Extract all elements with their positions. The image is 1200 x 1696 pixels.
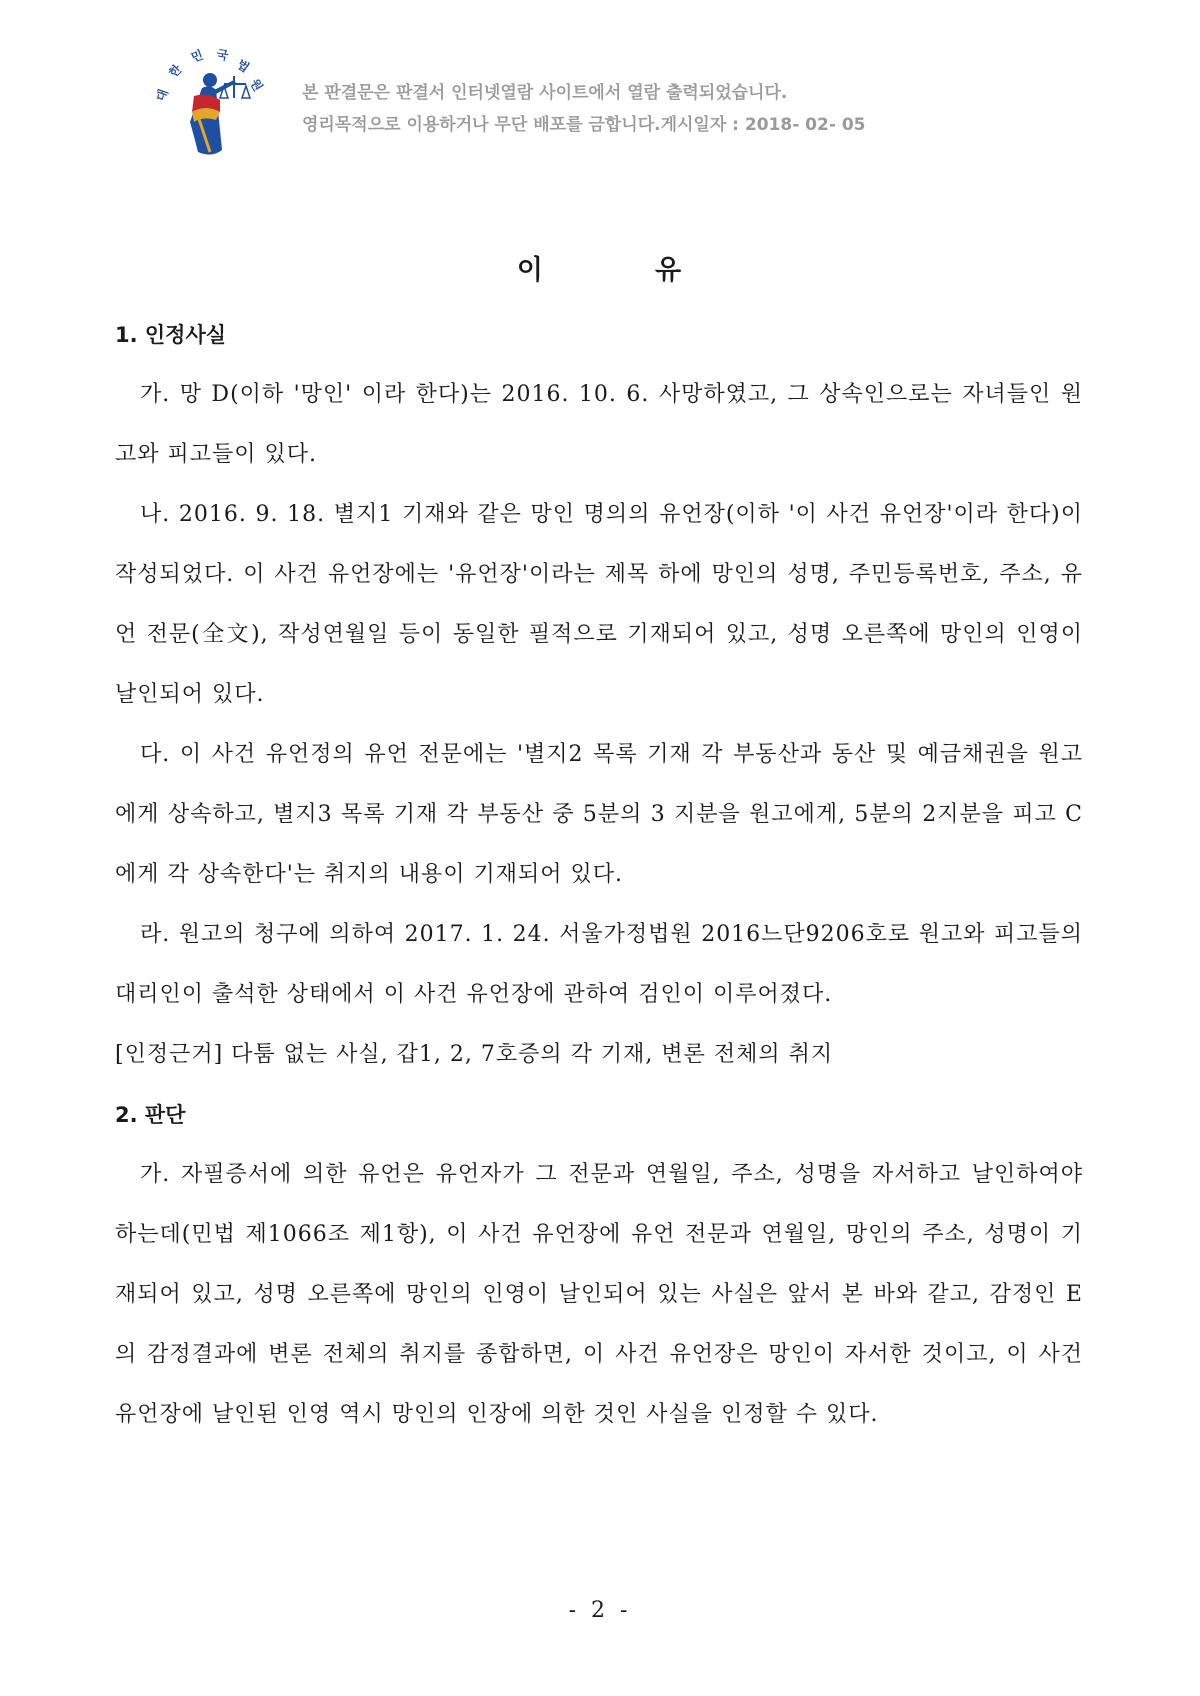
svg-text:한: 한 bbox=[166, 62, 185, 81]
page-number: - 2 - bbox=[568, 1598, 632, 1623]
notice-line-1: 본 판결문은 판결서 인터넷열람 사이트에서 열람 출력되었습니다. bbox=[302, 83, 788, 103]
court-logo bbox=[150, 40, 275, 165]
svg-text:법: 법 bbox=[234, 56, 252, 76]
document-body bbox=[115, 305, 1083, 1445]
paragraph-2-ga: 가. 자필증서에 의한 유언은 유언자가 그 전문과 연월일, 주소, 성명을 자서하고 날인하여야 하는데(민법 제1066조 제1항), 이 사건 유언장에 유언 전문과 연월일, 망인의 주소, 성명이 기재되어 있고, 성명 오른쪽에 망인의 인영이 날인되어 있는 사실은 앞서 본 바와 같고, 감정인 E의 감정결과에 변론 전체의 취지를 종합하면, 이 사건 유언장은 망인이 자서한 것이고, 이 사건 유언장에 날인된 인영 역시 망인의 인장에 의한 것인 사실을 인정할 수 있다. bbox=[115, 1162, 1083, 1427]
section-heading-2: 2. 판단 bbox=[115, 1103, 186, 1127]
svg-text:대: 대 bbox=[153, 87, 171, 104]
svg-text:국: 국 bbox=[215, 47, 230, 63]
paragraph-1-ga: 가. 망 D(이하 '망인' 이라 한다)는 2016. 10. 6. 사망하였고, 그 상속인으로는 자녀들인 원고와 피고들이 있다. bbox=[115, 382, 1083, 467]
section-heading-1: 1. 인정사실 bbox=[115, 323, 227, 347]
paragraph-1-da: 다. 이 사건 유언정의 유언 전문에는 '별지2 목록 기재 각 부동산과 동산 및 예금채권을 원고에게 상속하고, 별지3 목록 기재 각 부동산 중 5분의 3 지분을 원고에게, 5분의 2지분을 피고 C에게 각 상속한다'는 취지의 내용이 기재되어 있다. bbox=[115, 742, 1083, 887]
svg-text:민: 민 bbox=[189, 47, 205, 65]
evidence-basis: [인정근거] 다툼 없는 사실, 갑1, 2, 7호증의 각 기재, 변론 전체의 취지 bbox=[115, 1042, 834, 1067]
header bbox=[150, 40, 1150, 170]
title-part-1: 이 bbox=[516, 255, 545, 286]
paragraph-1-ra: 라. 원고의 청구에 의하여 2017. 1. 24. 서울가정법원 2016느단9206호로 원고와 피고들의 대리인이 출석한 상태에서 이 사건 유언장에 관하여 검인이 이루어졌다. bbox=[115, 922, 1083, 1007]
notice-line-2: 영리목적으로 이용하거나 무단 배포를 금합니다.게시일자 : 2018- 02- 05 bbox=[302, 115, 866, 135]
page-title bbox=[0, 248, 1200, 287]
svg-text:원: 원 bbox=[247, 76, 266, 94]
paragraph-1-na: 나. 2016. 9. 18. 별지1 기재와 같은 망인 명의의 유언장(이하 '이 사건 유언장'이라 한다)이 작성되었다. 이 사건 유언장에는 '유언장'이라는 제목 하에 망인의 성명, 주민등록번호, 주소, 유언 전문(全文), 작성연월일 등이 동일한 필적으로 기재되어 있고, 성명 오른쪽에 망인의 인영이 날인되어 있다. bbox=[115, 502, 1083, 707]
notice bbox=[302, 77, 865, 141]
title-part-2: 유 bbox=[655, 255, 684, 286]
